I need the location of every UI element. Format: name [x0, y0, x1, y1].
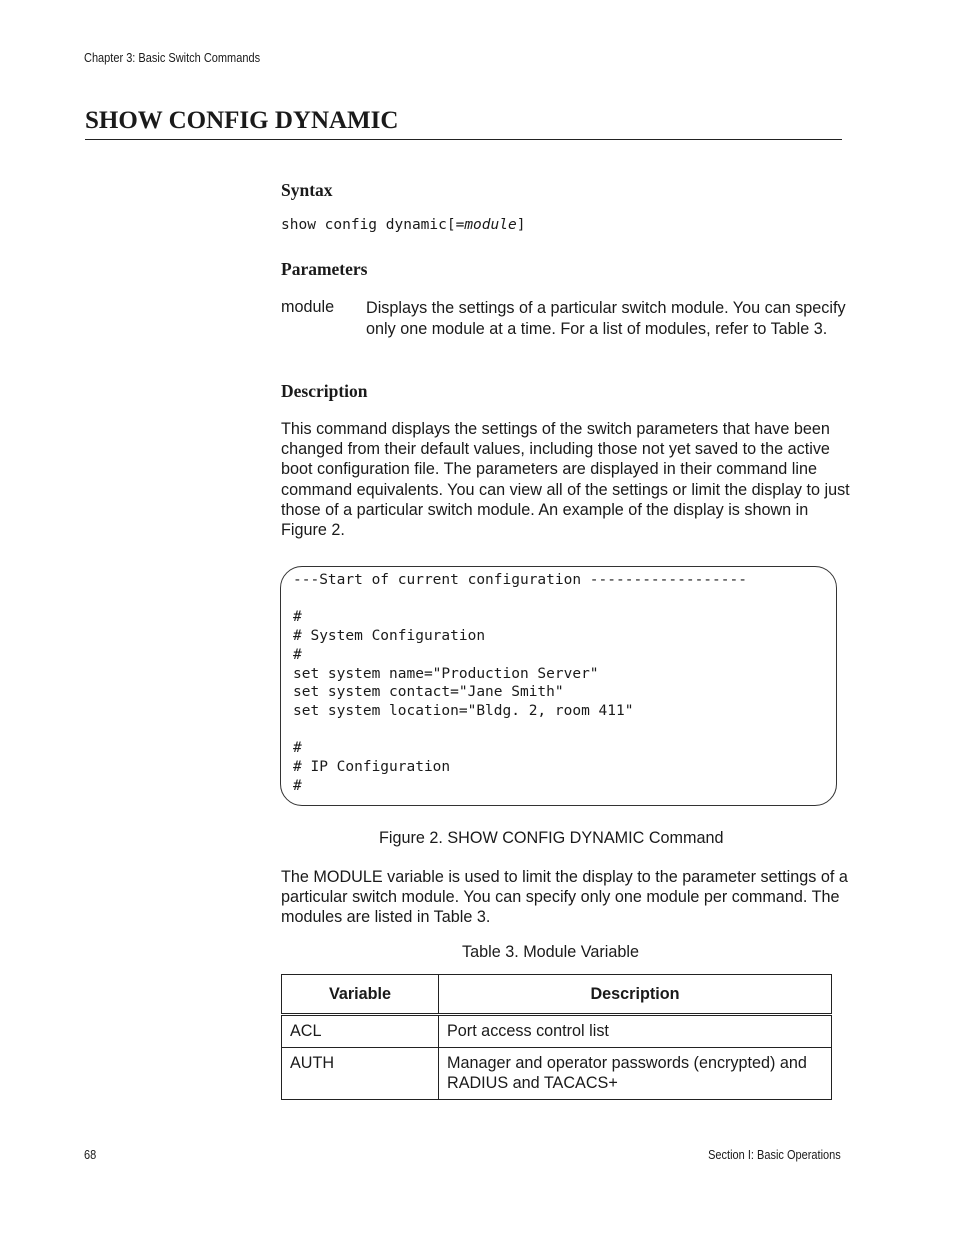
table-header-description: Description: [439, 975, 832, 1015]
description-heading: Description: [281, 381, 368, 401]
syntax-command: [281, 217, 851, 233]
page-number: 68: [84, 1148, 97, 1162]
table-row: [282, 1048, 832, 1100]
running-header: Chapter 3: Basic Switch Commands: [84, 51, 261, 65]
syntax-command-suffix: ]: [516, 217, 526, 233]
description-section: [281, 381, 851, 402]
table-header-row: [282, 975, 832, 1015]
parameters-heading: Parameters: [281, 259, 368, 279]
table-caption: Table 3. Module Variable: [462, 943, 639, 961]
description-paragraph: This command displays the settings of the switch parameters that have been changed from their default values, including those not yet saved to the active boot configuration file. The parameters are displayed in their command line command equivalents. You can view all of the settings or limit the display to just those of a particular switch module. An example of the display is shown in Figure 2.: [281, 420, 850, 540]
table-cell-description: Port access control list: [439, 1015, 832, 1048]
table-cell-variable: ACL: [282, 1015, 439, 1048]
module-variable-table: [281, 974, 832, 1100]
syntax-section: [281, 180, 851, 201]
table-row: [282, 1015, 832, 1048]
table-header-variable: Variable: [282, 975, 439, 1015]
table-cell-variable: AUTH: [282, 1048, 439, 1100]
parameters-section: [281, 259, 851, 280]
parameter-description: Displays the settings of a particular switch module. You can specify only one module at a time. For a list of modules, refer to Table 3.: [366, 299, 846, 338]
syntax-command-prefix: show config dynamic[=: [281, 217, 465, 233]
table-cell-description: Manager and operator passwords (encrypted) and RADIUS and TACACS+: [439, 1048, 832, 1100]
config-output-figure: [280, 566, 837, 806]
page-title: SHOW CONFIG DYNAMIC: [85, 107, 842, 140]
parameter-name: module: [281, 298, 335, 316]
figure-caption: Figure 2. SHOW CONFIG DYNAMIC Command: [379, 829, 724, 847]
syntax-command-param: module: [464, 217, 517, 233]
footer-section-title: Section I: Basic Operations: [708, 1148, 841, 1162]
module-variable-paragraph: The MODULE variable is used to limit the display to the parameter settings of a particular switch module. You can specify only one module per command. The modules are listed in Table 3.: [281, 868, 848, 927]
config-output-text: ---Start of current configuration ------------------ # # System Configuration # set system name="Production Server" set system contact="Jane Smith" set system location="Bldg. 2, room 411" # # IP Configuration #: [293, 572, 747, 794]
syntax-heading: Syntax: [281, 180, 333, 200]
